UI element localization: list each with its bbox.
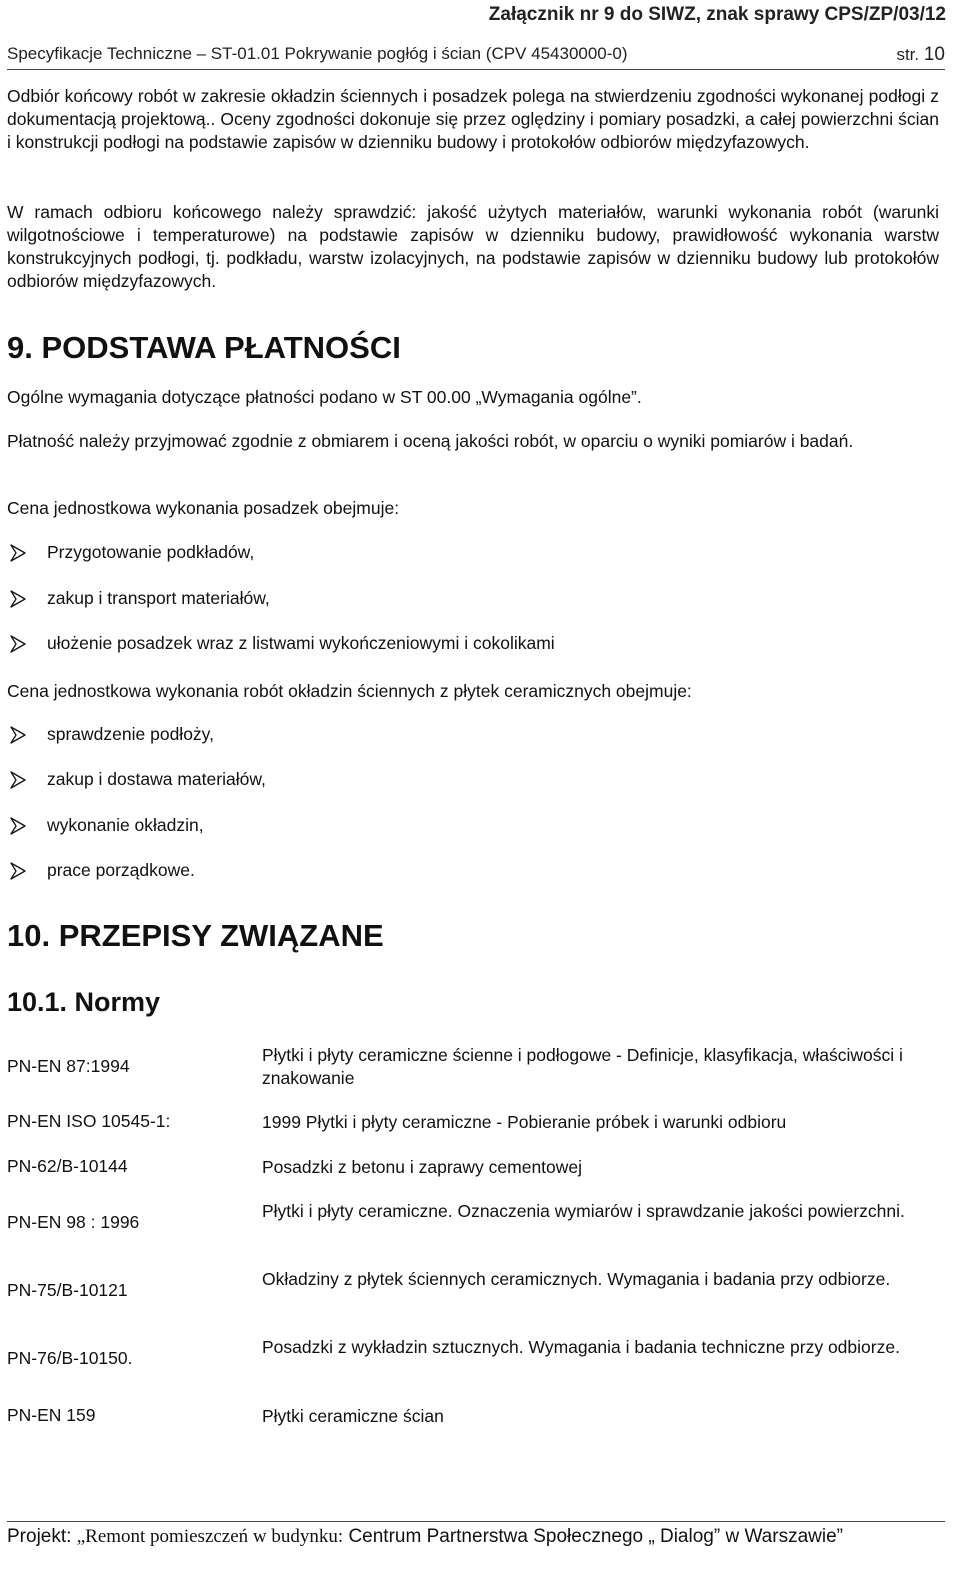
spec-title: Specyfikacje Techniczne – ST-01.01 Pokrywanie pogłóg i ścian (CPV 45430000-0) (7, 44, 628, 63)
arrow-bullet-icon (9, 544, 27, 562)
paragraph-floor-price: Cena jednostkowa wykonania posadzek obejmuje: (7, 498, 400, 518)
paragraph-payment-basis: Płatność należy przyjmować zgodnie z obmiarem i oceną jakości robót, w oparciu o wyniki pomiarów i badań. (7, 431, 854, 451)
project-footer: Projekt: „Remont pomieszczeń w budynku: Centrum Partnerstwa Społecznego „ Dialog” w Warszawie” (7, 1521, 945, 1549)
norm-code: PN-EN 159 (7, 1405, 96, 1425)
norm-description: Okładziny z płytek ściennych ceramicznych. Wymagania i badania przy odbiorze. (262, 1269, 891, 1289)
arrow-bullet-icon (9, 817, 27, 835)
norm-code: PN-EN 87:1994 (7, 1056, 130, 1076)
norm-code: PN-76/B-10150. (7, 1348, 133, 1368)
norm-description: Płytki i płyty ceramiczne. Oznaczenia wymiarów i sprawdzanie jakości powierzchni. (262, 1201, 905, 1221)
list-item-text: ułożenie posadzek wraz z listwami wykończeniowymi i cokolikami (47, 633, 555, 653)
norm-code: PN-EN 98 : 1996 (7, 1212, 140, 1232)
norm-code: PN-75/B-10121 (7, 1280, 128, 1300)
list-item-text: Przygotowanie podkładów, (47, 542, 255, 562)
list-item-text: wykonanie okładzin, (47, 815, 204, 835)
list-item (9, 724, 214, 745)
norm-description: 1999 Płytki i płyty ceramiczne - Pobieranie próbek i warunki odbioru (262, 1112, 787, 1132)
section-9-heading: 9. PODSTAWA PŁATNOŚCI (7, 330, 401, 365)
list-item-text: prace porządkowe. (47, 860, 195, 880)
arrow-bullet-icon (9, 726, 27, 744)
list-item (9, 860, 195, 881)
norm-description: Płytki ceramiczne ścian (262, 1406, 444, 1426)
norm-code: PN-62/B-10144 (7, 1156, 128, 1176)
norm-description: Posadzki z wykładzin sztucznych. Wymagania i badania techniczne przy odbiorze. (262, 1337, 900, 1357)
paragraph-final-acceptance: Odbiór końcowy robót w zakresie okładzin ściennych i posadzek polega na stwierdzeniu zgodności wykonanej podłogi z dokumentacją projektową.. Oceny zgodności dokonuje się przez oględziny i pomiary posadzki, a całej powierzchni ścian i konstrukcji podłogi na podstawie zapisów w dzienniku budowy i protokołów odbiorów międzyfazowych. (7, 86, 939, 152)
arrow-bullet-icon (9, 862, 27, 880)
list-item (9, 588, 270, 609)
list-item (9, 542, 254, 563)
norm-code: PN-EN ISO 10545-1: (7, 1111, 171, 1131)
arrow-bullet-icon (9, 771, 27, 789)
list-item-text: zakup i dostawa materiałów, (47, 769, 266, 789)
list-item (9, 769, 266, 790)
running-header (7, 44, 945, 70)
list-item-text: sprawdzenie podłoży, (47, 724, 214, 744)
section-10-1-heading: 10.1. Normy (7, 987, 161, 1017)
norm-description: Płytki i płyty ceramiczne ścienne i podłogowe - Definicje, klasyfikacja, właściwości i znakowanie (262, 1045, 903, 1088)
list-item (9, 633, 555, 654)
paragraph-acceptance-scope: W ramach odbioru końcowego należy sprawdzić: jakość użytych materiałów, warunki wykonania robót (warunki wilgotnościowe i temperaturowe) na podstawie zapisów w dzienniku budowy, prawidłowość wykonania warstw konstrukcyjnych podłogi, tj. podkładu, warstw izolacyjnych, na podstawie zapisów w dzienniku budowy lub protokołów odbiorów międzyfazowych. (7, 202, 939, 291)
paragraph-general-payment: Ogólne wymagania dotyczące płatności podano w ST 00.00 „Wymagania ogólne”. (7, 387, 642, 407)
arrow-bullet-icon (9, 635, 27, 653)
list-item (9, 815, 204, 836)
section-10-heading: 10. PRZEPISY ZWIĄZANE (7, 918, 384, 953)
page-number: str. 10 (896, 44, 945, 65)
list-item-text: zakup i transport materiałów, (47, 588, 270, 608)
footer-project-title: Remont pomieszczeń w budynku: (85, 1526, 344, 1547)
arrow-bullet-icon (9, 590, 27, 608)
annex-label: Załącznik nr 9 do SIWZ, znak sprawy CPS/ZP/03/12 (488, 4, 946, 25)
norm-description: Posadzki z betonu i zaprawy cementowej (262, 1157, 583, 1177)
paragraph-wall-price: Cena jednostkowa wykonania robót okładzin ściennych z płytek ceramicznych obejmuje: (7, 681, 692, 701)
